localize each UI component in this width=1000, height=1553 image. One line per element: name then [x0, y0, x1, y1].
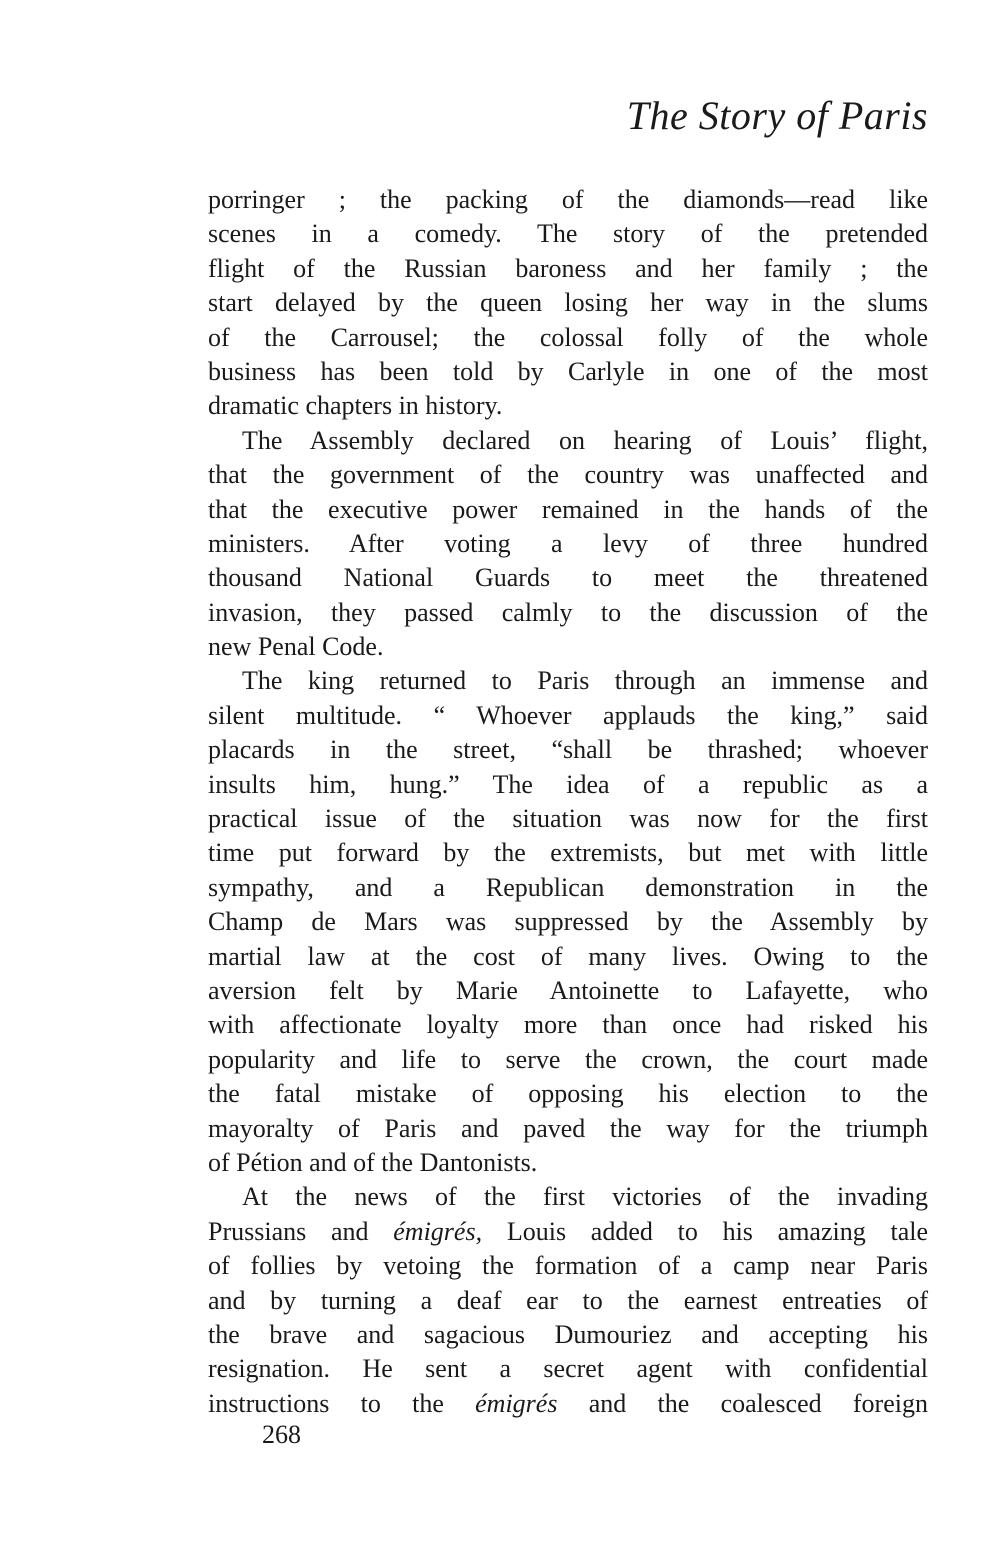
text-line: time put forward by the extremists, but met with little	[208, 838, 928, 868]
text-line: silent multitude. “ Whoever applauds the king,” said	[208, 700, 928, 730]
text-line: and by turning a deaf ear to the earnest entreaties of	[208, 1285, 928, 1315]
text-line: aversion felt by Marie Antoinette to Lafayette, who	[208, 975, 928, 1005]
paragraph-2	[208, 424, 928, 665]
text-line: dramatic chapters in history.	[208, 391, 503, 421]
text-line: of the Carrousel; the colossal folly of the whole	[208, 322, 928, 352]
text-line: invasion, they passed calmly to the discussion of the	[208, 597, 928, 627]
text-line: the brave and sagacious Dumouriez and accepting his	[208, 1319, 928, 1349]
text-line: mayoralty of Paris and paved the way for the triumph	[208, 1113, 928, 1143]
text-line: that the government of the country was unaffected and	[208, 460, 928, 490]
text-line: start delayed by the queen losing her way in the slums	[208, 288, 928, 318]
text-line: thousand National Guards to meet the threatened	[208, 563, 928, 593]
text-line: with affectionate loyalty more than once had risked his	[208, 1010, 928, 1040]
text-line: business has been told by Carlyle in one of the most	[208, 356, 928, 386]
text-line: of Pétion and of the Dantonists.	[208, 1147, 538, 1177]
paragraph-1	[208, 183, 928, 424]
text-line: At the news of the first victories of the invading	[242, 1182, 928, 1212]
text-line: flight of the Russian baroness and her family ; the	[208, 253, 928, 283]
text-line: that the executive power remained in the hands of the	[208, 494, 928, 524]
italic-term: émigrés,	[393, 1216, 483, 1246]
paragraph-3	[208, 664, 928, 1180]
body-text	[208, 183, 928, 1421]
running-head: The Story of Paris	[626, 93, 928, 138]
text-segment: instructions to the	[208, 1388, 476, 1418]
text-segment: Prussians and	[208, 1216, 394, 1246]
text-line: insults him, hung.” The idea of a republic as a	[208, 769, 928, 799]
text-line	[208, 1387, 928, 1421]
page-number: 268	[262, 1420, 301, 1449]
text-line: sympathy, and a Republican demonstration in the	[208, 872, 928, 902]
text-line: The Assembly declared on hearing of Louis’ flight,	[242, 425, 928, 455]
text-line: martial law at the cost of many lives. Owing to the	[208, 941, 928, 971]
text-line: new Penal Code.	[208, 632, 384, 662]
italic-term: émigrés	[475, 1388, 558, 1418]
text-line: resignation. He sent a secret agent with confidential	[208, 1354, 928, 1384]
text-line: of follies by vetoing the formation of a camp near Paris	[208, 1251, 928, 1281]
text-line: scenes in a comedy. The story of the pretended	[208, 219, 928, 249]
text-line: the fatal mistake of opposing his election to the	[208, 1079, 928, 1109]
text-segment: and the coalesced foreign	[557, 1388, 928, 1418]
text-line: porringer ; the packing of the diamonds—read like	[208, 185, 928, 214]
text-line: placards in the street, “shall be thrashed; whoever	[208, 735, 928, 765]
text-segment: Louis added to his amazing tale	[482, 1216, 928, 1246]
text-line: practical issue of the situation was now for the first	[208, 804, 928, 834]
text-line: ministers. After voting a levy of three hundred	[208, 528, 928, 558]
text-line	[208, 1215, 928, 1249]
text-line: popularity and life to serve the crown, the court made	[208, 1044, 928, 1074]
text-line: Champ de Mars was suppressed by the Assembly by	[208, 907, 928, 937]
paragraph-4	[208, 1180, 928, 1421]
text-line: The king returned to Paris through an immense and	[242, 666, 928, 696]
